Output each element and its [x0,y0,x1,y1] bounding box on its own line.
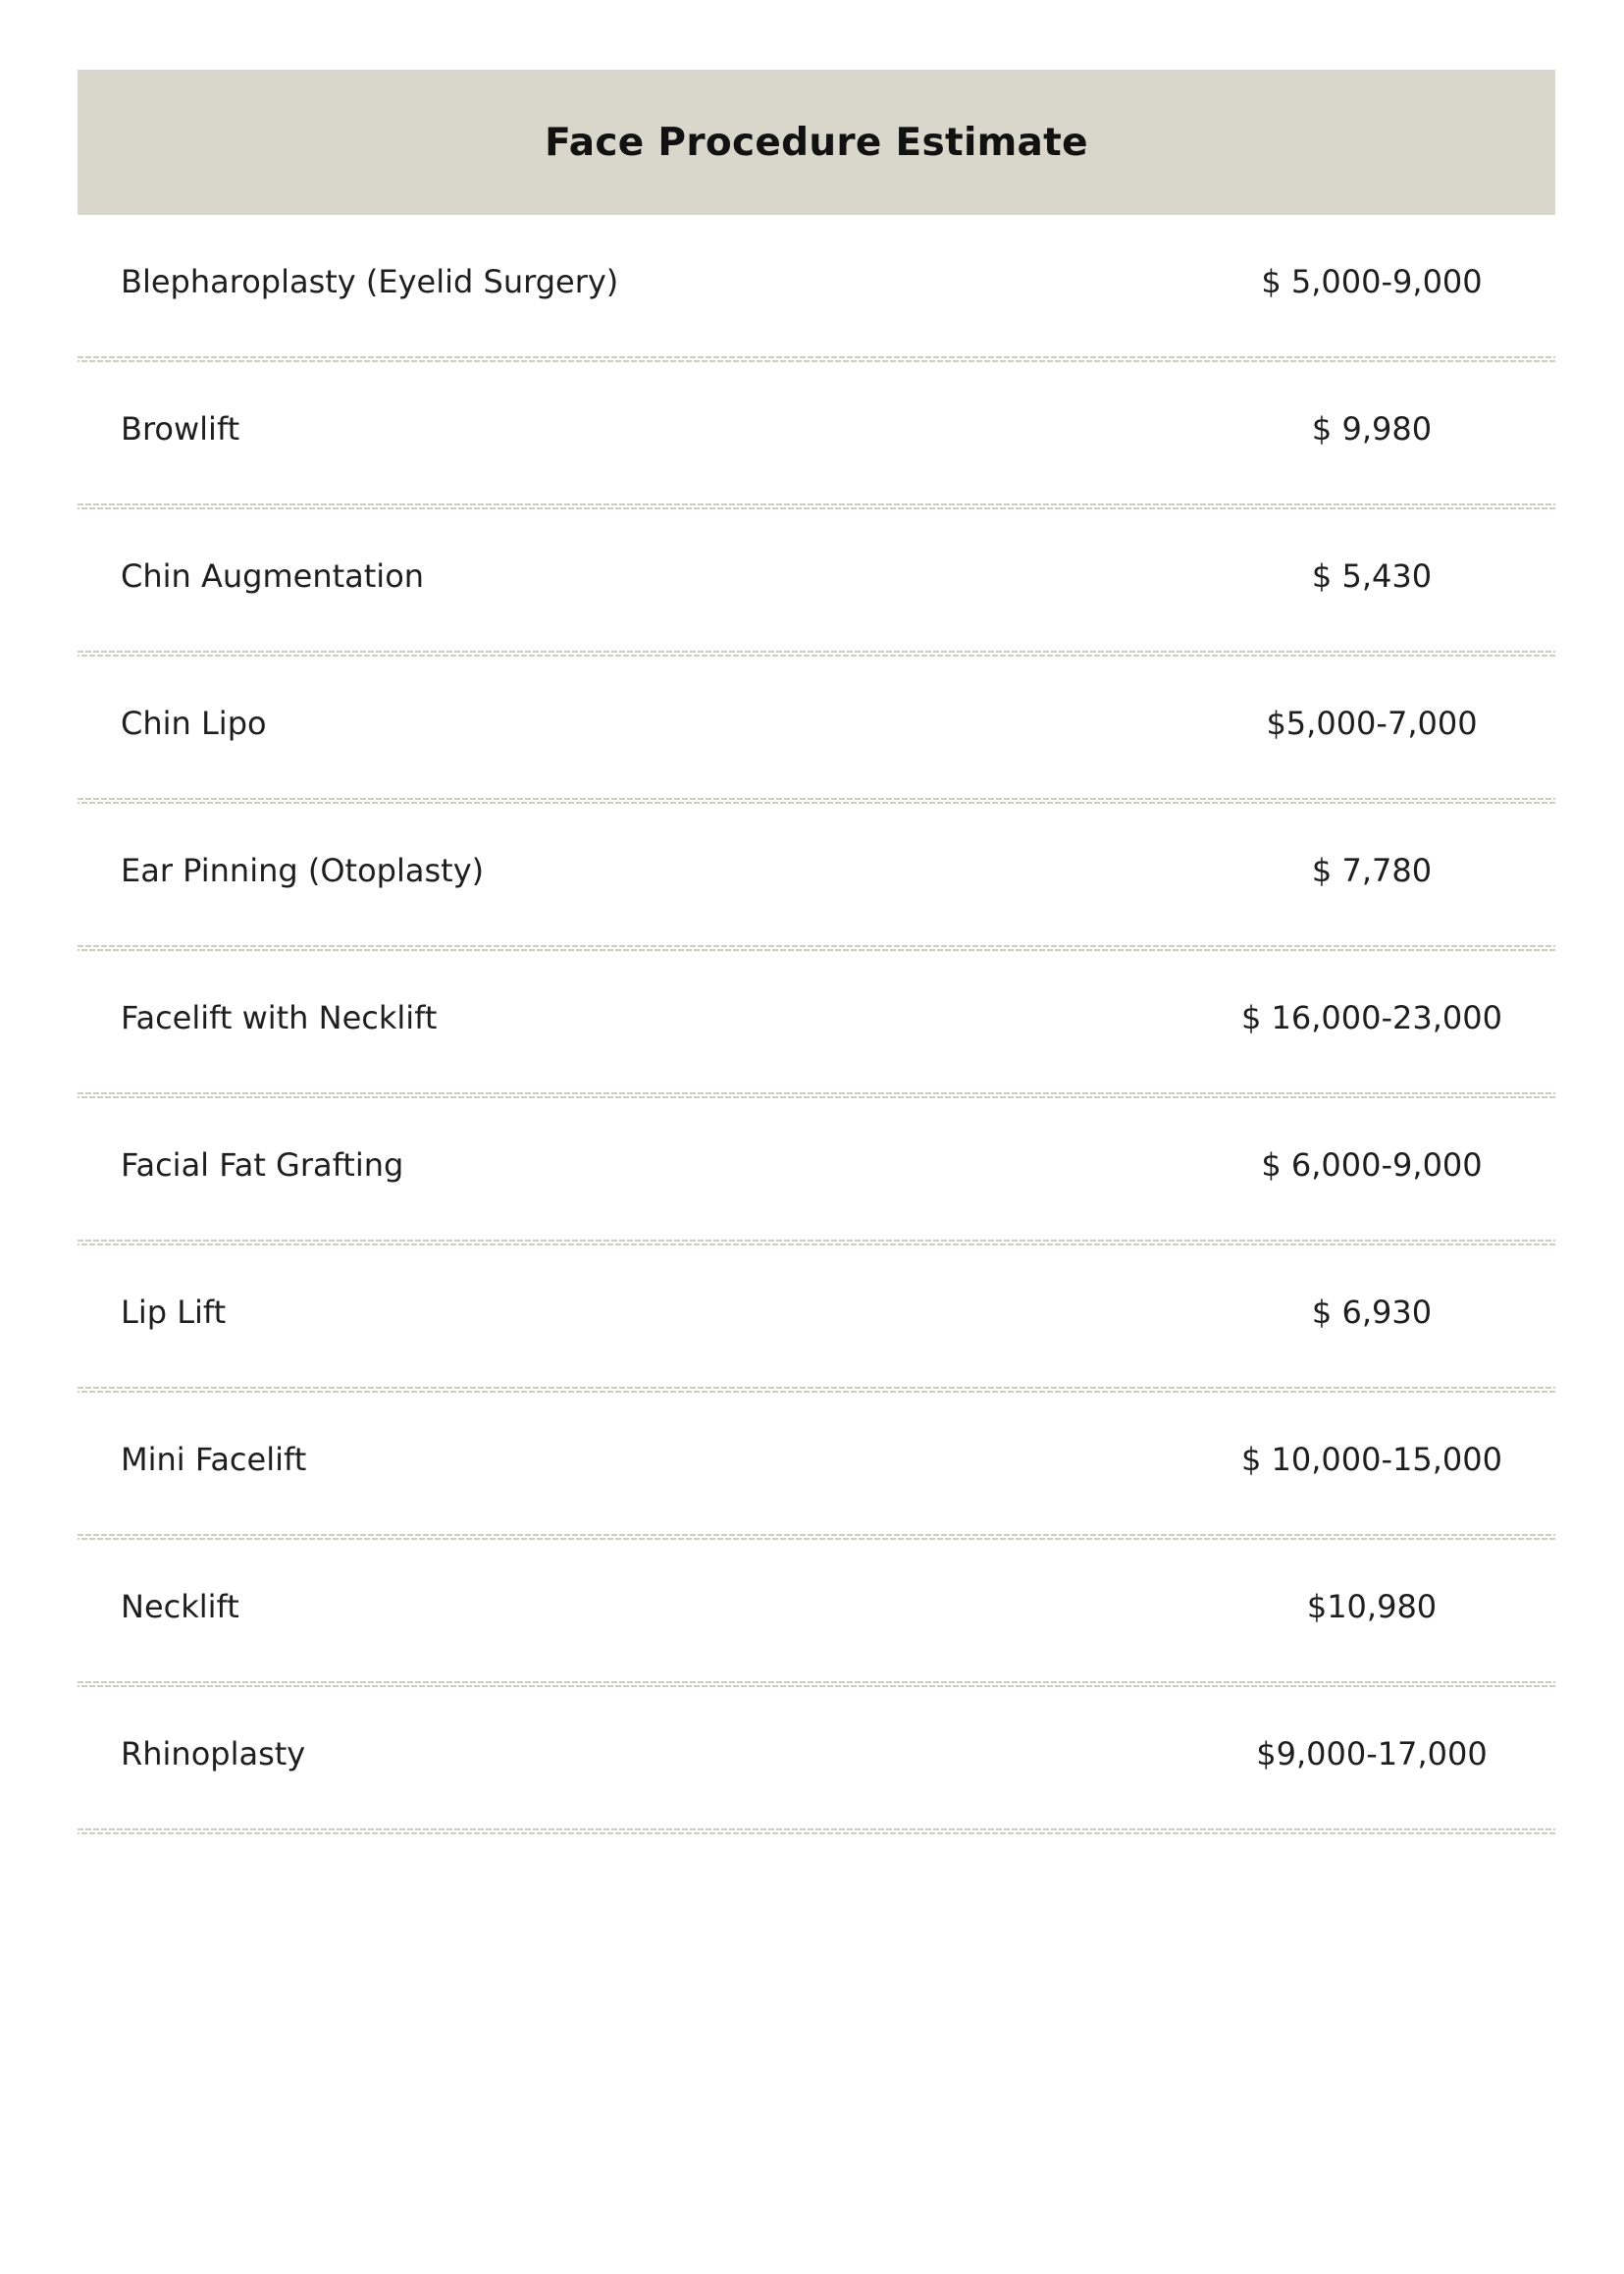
table-row [78,1098,1555,1245]
table-row [78,1540,1555,1687]
row-divider [78,1828,1555,1834]
procedure-price: $ 9,980 [1311,410,1433,448]
procedure-name: Mini Facelift [121,1441,307,1478]
procedure-price: $ 5,000-9,000 [1261,263,1483,300]
procedure-price: $10,980 [1306,1588,1438,1625]
table-row [78,1687,1555,1834]
procedure-estimate-table [78,70,1555,1834]
table-row [78,215,1555,362]
procedure-name: Blepharoplasty (Eyelid Surgery) [121,263,619,300]
table-row [78,509,1555,657]
table-row [78,362,1555,509]
procedure-price: $ 6,000-9,000 [1261,1146,1483,1184]
procedure-price: $ 16,000-23,000 [1240,999,1502,1036]
procedure-price: $ 10,000-15,000 [1240,1441,1502,1478]
procedure-name: Browlift [121,410,240,448]
procedure-price: $5,000-7,000 [1266,705,1478,742]
table-row [78,1393,1555,1540]
table-row [78,951,1555,1098]
procedure-name: Facial Fat Grafting [121,1146,404,1184]
procedure-name: Lip Lift [121,1294,227,1331]
procedure-price: $9,000-17,000 [1256,1735,1488,1772]
procedure-price: $ 5,430 [1311,557,1433,595]
procedure-name: Ear Pinning (Otoplasty) [121,852,485,889]
procedure-price: $ 6,930 [1311,1294,1433,1331]
table-row [78,657,1555,804]
procedure-name: Rhinoplasty [121,1735,306,1772]
procedure-price: $ 7,780 [1311,852,1433,889]
table-row [78,1245,1555,1393]
table-header [78,70,1555,215]
table-row [78,804,1555,951]
table-title: Face Procedure Estimate [545,120,1088,165]
procedure-name: Chin Lipo [121,705,267,742]
procedure-name: Chin Augmentation [121,557,425,595]
procedure-name: Necklift [121,1588,239,1625]
procedure-name: Facelift with Necklift [121,999,438,1036]
